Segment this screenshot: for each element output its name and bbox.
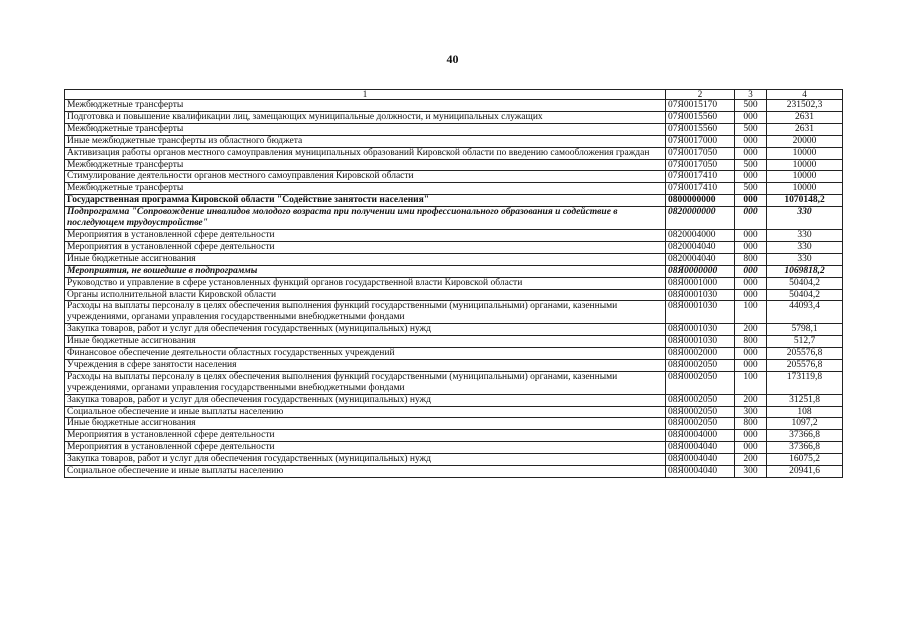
- row-amount-cell: 205576,8: [767, 348, 843, 360]
- row-name-cell: Межбюджетные трансферты: [65, 123, 666, 135]
- row-code-cell: 07Я0017410: [666, 171, 735, 183]
- row-vr-cell: 000: [735, 135, 767, 147]
- row-code-cell: 0820000000: [666, 207, 735, 230]
- table-row: [65, 406, 843, 418]
- row-name-cell: Социальное обеспечение и иные выплаты населению: [65, 466, 666, 478]
- row-vr-cell: 000: [735, 111, 767, 123]
- row-name-cell: Межбюджетные трансферты: [65, 100, 666, 112]
- row-name-cell: Руководство и управление в сфере установленных функций органов государственной власти Кировской области: [65, 277, 666, 289]
- row-amount-cell: 205576,8: [767, 359, 843, 371]
- row-amount-cell: 37366,8: [767, 430, 843, 442]
- row-name-cell: Активизация работы органов местного самоуправления муниципальных образований Кировской области по введению самообложения граждан: [65, 147, 666, 159]
- row-vr-cell: 000: [735, 359, 767, 371]
- row-code-cell: 08Я0002050: [666, 394, 735, 406]
- table-row: [65, 289, 843, 301]
- table-row: [65, 207, 843, 230]
- row-code-cell: 07Я0017410: [666, 183, 735, 195]
- row-vr-cell: 800: [735, 418, 767, 430]
- row-vr-cell: 000: [735, 348, 767, 360]
- row-amount-cell: 1097,2: [767, 418, 843, 430]
- row-vr-cell: 200: [735, 454, 767, 466]
- row-name-cell: Подпрограмма "Сопровождение инвалидов молодого возраста при получении ими профессионального образования и содействие в последующем трудоустройстве": [65, 207, 666, 230]
- row-code-cell: 08Я0002000: [666, 348, 735, 360]
- row-amount-cell: 10000: [767, 171, 843, 183]
- row-name-cell: Мероприятия в установленной сфере деятельности: [65, 241, 666, 253]
- row-code-cell: 0820004000: [666, 229, 735, 241]
- row-name-cell: Мероприятия, не вошедшие в подпрограммы: [65, 265, 666, 277]
- row-amount-cell: 31251,8: [767, 394, 843, 406]
- row-name-cell: Социальное обеспечение и иные выплаты населению: [65, 406, 666, 418]
- table-row: [65, 442, 843, 454]
- row-name-cell: Органы исполнительной власти Кировской области: [65, 289, 666, 301]
- row-vr-cell: 100: [735, 371, 767, 394]
- row-amount-cell: 330: [767, 229, 843, 241]
- row-vr-cell: 000: [735, 207, 767, 230]
- row-name-cell: Финансовое обеспечение деятельности областных государственных учреждений: [65, 348, 666, 360]
- row-vr-cell: 000: [735, 195, 767, 207]
- row-name-cell: Закупка товаров, работ и услуг для обеспечения государственных (муниципальных) нужд: [65, 324, 666, 336]
- table-row: [65, 359, 843, 371]
- row-code-cell: 08Я0004040: [666, 442, 735, 454]
- row-code-cell: 08Я0004040: [666, 454, 735, 466]
- row-code-cell: 08Я0001030: [666, 324, 735, 336]
- row-name-cell: Иные бюджетные ассигнования: [65, 336, 666, 348]
- row-vr-cell: 300: [735, 466, 767, 478]
- row-name-cell: Закупка товаров, работ и услуг для обеспечения государственных (муниципальных) нужд: [65, 394, 666, 406]
- header-cell-vr: 3: [735, 90, 767, 100]
- row-vr-cell: 800: [735, 253, 767, 265]
- row-name-cell: Иные межбюджетные трансферты из областного бюджета: [65, 135, 666, 147]
- row-code-cell: 08Я0004000: [666, 430, 735, 442]
- table-row: [65, 430, 843, 442]
- table-row: [65, 454, 843, 466]
- row-vr-cell: 000: [735, 171, 767, 183]
- table-row: [65, 183, 843, 195]
- row-code-cell: 07Я0017050: [666, 147, 735, 159]
- row-code-cell: 0820004040: [666, 241, 735, 253]
- row-amount-cell: 330: [767, 207, 843, 230]
- row-amount-cell: 50404,2: [767, 277, 843, 289]
- row-code-cell: 08Я0002050: [666, 406, 735, 418]
- table-row: [65, 336, 843, 348]
- table-row: [65, 195, 843, 207]
- page-number: 40: [446, 52, 459, 66]
- row-amount-cell: 1070148,2: [767, 195, 843, 207]
- row-name-cell: Мероприятия в установленной сфере деятельности: [65, 442, 666, 454]
- row-name-cell: Расходы на выплаты персоналу в целях обеспечения выполнения функций государственными (муниципальными) органами, казенными учреждениями, органами управления государственными внебюджетными фондами: [65, 301, 666, 324]
- table-row: [65, 253, 843, 265]
- row-vr-cell: 000: [735, 430, 767, 442]
- table-row: [65, 265, 843, 277]
- row-name-cell: Иные бюджетные ассигнования: [65, 418, 666, 430]
- row-code-cell: 08Я0000000: [666, 265, 735, 277]
- row-amount-cell: 16075,2: [767, 454, 843, 466]
- row-code-cell: 08Я0002050: [666, 359, 735, 371]
- table-row: [65, 100, 843, 112]
- table-row: [65, 135, 843, 147]
- table-row: [65, 348, 843, 360]
- row-amount-cell: 1069818,2: [767, 265, 843, 277]
- row-code-cell: 08Я0001030: [666, 336, 735, 348]
- table-row: [65, 159, 843, 171]
- row-name-cell: Расходы на выплаты персоналу в целях обеспечения выполнения функций государственными (муниципальными) органами, казенными учреждениями, органами управления государственными внебюджетными фондами: [65, 371, 666, 394]
- header-cell-name: 1: [65, 90, 666, 100]
- table-row: [65, 371, 843, 394]
- row-vr-cell: 300: [735, 406, 767, 418]
- row-amount-cell: 2631: [767, 123, 843, 135]
- row-vr-cell: 000: [735, 277, 767, 289]
- row-code-cell: 07Я0015560: [666, 123, 735, 135]
- row-amount-cell: 50404,2: [767, 289, 843, 301]
- row-code-cell: 07Я0015560: [666, 111, 735, 123]
- row-amount-cell: 2631: [767, 111, 843, 123]
- row-code-cell: 0800000000: [666, 195, 735, 207]
- row-code-cell: 07Я0017000: [666, 135, 735, 147]
- table-row: [65, 324, 843, 336]
- row-amount-cell: 512,7: [767, 336, 843, 348]
- row-amount-cell: 20000: [767, 135, 843, 147]
- table-header-row: [65, 90, 843, 100]
- row-name-cell: Иные бюджетные ассигнования: [65, 253, 666, 265]
- row-amount-cell: 108: [767, 406, 843, 418]
- row-amount-cell: 20941,6: [767, 466, 843, 478]
- row-vr-cell: 200: [735, 394, 767, 406]
- row-vr-cell: 000: [735, 442, 767, 454]
- row-name-cell: Учреждения в сфере занятости населения: [65, 359, 666, 371]
- row-amount-cell: 37366,8: [767, 442, 843, 454]
- row-vr-cell: 000: [735, 229, 767, 241]
- row-vr-cell: 000: [735, 147, 767, 159]
- row-code-cell: 08Я0002050: [666, 371, 735, 394]
- row-name-cell: Мероприятия в установленной сфере деятельности: [65, 229, 666, 241]
- table-row: [65, 171, 843, 183]
- row-amount-cell: 10000: [767, 159, 843, 171]
- row-name-cell: Межбюджетные трансферты: [65, 159, 666, 171]
- row-code-cell: 07Я0015170: [666, 100, 735, 112]
- row-code-cell: 07Я0017050: [666, 159, 735, 171]
- table-row: [65, 147, 843, 159]
- row-code-cell: 0820004040: [666, 253, 735, 265]
- row-vr-cell: 200: [735, 324, 767, 336]
- row-vr-cell: 000: [735, 265, 767, 277]
- row-amount-cell: 231502,3: [767, 100, 843, 112]
- budget-table: [64, 89, 843, 478]
- table-row: [65, 418, 843, 430]
- table-row: [65, 394, 843, 406]
- table-row: [65, 111, 843, 123]
- row-name-cell: Закупка товаров, работ и услуг для обеспечения государственных (муниципальных) нужд: [65, 454, 666, 466]
- row-name-cell: Мероприятия в установленной сфере деятельности: [65, 430, 666, 442]
- row-amount-cell: 10000: [767, 147, 843, 159]
- row-name-cell: Подготовка и повышение квалификации лиц, замещающих муниципальные должности, и муниципальных служащих: [65, 111, 666, 123]
- table-row: [65, 301, 843, 324]
- table-row: [65, 277, 843, 289]
- row-code-cell: 08Я0001030: [666, 301, 735, 324]
- row-code-cell: 08Я0002050: [666, 418, 735, 430]
- row-vr-cell: 500: [735, 100, 767, 112]
- row-amount-cell: 330: [767, 241, 843, 253]
- row-vr-cell: 500: [735, 123, 767, 135]
- row-vr-cell: 000: [735, 289, 767, 301]
- header-cell-code: 2: [666, 90, 735, 100]
- row-vr-cell: 100: [735, 301, 767, 324]
- row-amount-cell: 173119,8: [767, 371, 843, 394]
- table-row: [65, 123, 843, 135]
- row-code-cell: 08Я0001000: [666, 277, 735, 289]
- table-row: [65, 466, 843, 478]
- row-amount-cell: 44093,4: [767, 301, 843, 324]
- header-cell-amount: 4: [767, 90, 843, 100]
- row-vr-cell: 500: [735, 183, 767, 195]
- row-vr-cell: 800: [735, 336, 767, 348]
- row-code-cell: 08Я0004040: [666, 466, 735, 478]
- row-vr-cell: 000: [735, 241, 767, 253]
- row-vr-cell: 500: [735, 159, 767, 171]
- row-amount-cell: 5798,1: [767, 324, 843, 336]
- table-row: [65, 241, 843, 253]
- row-name-cell: Стимулирование деятельности органов местного самоуправления Кировской области: [65, 171, 666, 183]
- row-name-cell: Межбюджетные трансферты: [65, 183, 666, 195]
- table-row: [65, 229, 843, 241]
- row-code-cell: 08Я0001030: [666, 289, 735, 301]
- row-amount-cell: 10000: [767, 183, 843, 195]
- row-amount-cell: 330: [767, 253, 843, 265]
- row-name-cell: Государственная программа Кировской области "Содействие занятости населения": [65, 195, 666, 207]
